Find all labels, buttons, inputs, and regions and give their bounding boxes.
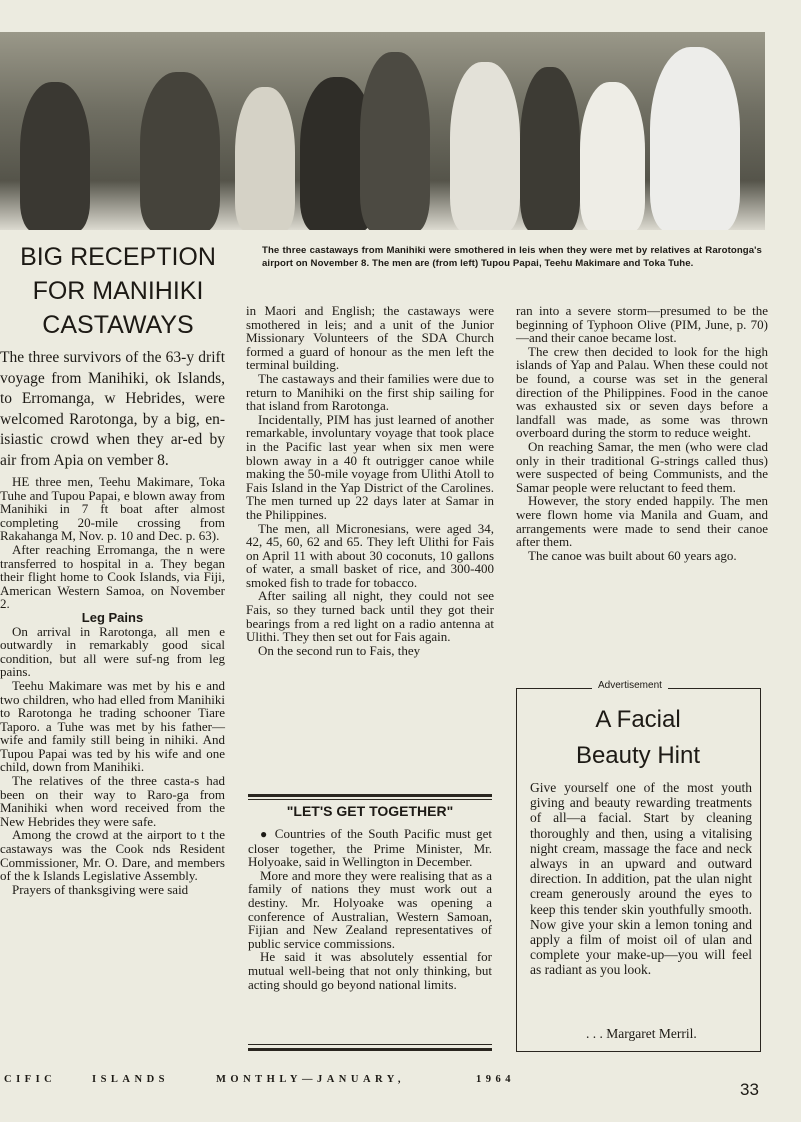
column-1 <box>0 348 225 896</box>
footer-word: CIFIC <box>4 1074 57 1085</box>
photo-caption: The three castaways from Manihiki were smothered in leis when they were met by relatives at Rarotonga's airport on November 8. The men are (from left) Tupou Papai, Teehu Makimare and Toka Tuhe. <box>262 245 762 269</box>
paragraph: Prayers of thanksgiving were said <box>12 881 189 897</box>
paragraph: More and more they were realising that as a family of nations they must work out a destiny. Mr. Holyoake was opening a conference of Australian, Western Samoan, Fijian and New Zealand representatives of public service commissions. <box>248 867 492 951</box>
box-top-rule <box>248 794 492 797</box>
paragraph: The castaways and their families were due to return to Manihiki on the first ship sailing for that island from Rarotonga. <box>246 370 494 414</box>
footer-word: MONTHLY—JANUARY, <box>216 1074 405 1085</box>
box-bottom-rule <box>248 1044 492 1045</box>
photo-figure <box>235 87 295 230</box>
headline-line: FOR MANIHIKI <box>32 277 204 305</box>
footer-word: ISLANDS <box>92 1074 170 1085</box>
photo-figure <box>360 52 430 230</box>
advertisement-body: Give yourself one of the most youth giving and beauty rewarding treatments of all—a facial. Start by cleaning thoroughly and then, using a vitalising night cream, massage the face and neck always in an upward and outward direction. In addition, pat the ulan night cream generously around the eyes to keep this tender skin youthfully smooth. Now give your skin a lemon toning and apply a film of moist oil of ulan and complete your make-up—you will feel as radiant as you look. <box>530 780 752 978</box>
paragraph: Incidentally, PIM has just learned of another remarkable, involuntary voyage that took place in the Pacific last year when six men were blown away in a 40 ft outrigger canoe while making the 50-mile voyage from Ulithi Atoll to Fais Island in the Yap District of the Carolines. The men turned up 22 days later at Samar in the Philippines. <box>246 411 494 522</box>
photo-figure <box>140 72 220 230</box>
bullet-icon: ● <box>260 827 270 841</box>
paragraph: On reaching Samar, the men (who were clad only in their traditional G-strings called thus) were suspected of being Communists, and the Samar people were reluctant to feed them. <box>516 438 768 495</box>
advertisement-label: Advertisement <box>592 680 668 691</box>
column-2 <box>246 304 494 657</box>
headline-line: CASTAWAYS <box>42 311 194 339</box>
paragraph: After sailing all night, they could not see Fais, so they turned back until they got their bearings from a red light on a radio antenna at Ulithi. They then set out for Fais again. <box>246 588 494 645</box>
subheading-leg-pains: Leg Pains <box>81 609 144 625</box>
paragraph: HE three men, Teehu Makimare, Toka Tuhe and Tupou Papai, e blown away from Manihiki in 7 ft boat after almost completing 20-mile crossing from Rakahanga M, Nov. p. 10 and Dec. p. 63). <box>0 474 225 544</box>
photo-figure <box>20 82 90 230</box>
ad-title-line: A Facial <box>595 706 681 733</box>
paragraph <box>248 827 492 869</box>
paragraph: The crew then decided to look for the high islands of Yap and Palau. When these could not be found, a course was set in the general direction of the Philippines. Food in the canoe was exhausted six or seven days before a landfall was made, as some was thrown overboard during the storm to reduce weight. <box>516 343 768 441</box>
page-number: 33 <box>740 1080 759 1099</box>
photo-figure <box>450 62 520 230</box>
paragraph: ran into a severe storm—presumed to be the beginning of Typhoon Olive (PIM, June, p. 70)—and their canoe became lost. <box>516 303 768 346</box>
paragraph: After reaching Erromanga, the n were transferred to hospital in a. They began their flight home to Cook Islands, via Fiji, American Western Samoa, on November 2. <box>0 541 225 612</box>
box-title: "LET'S GET TOGETHER" <box>286 803 454 819</box>
article-headline <box>2 240 234 342</box>
paragraph: However, the story ended happily. The men were flown home via Manila and Guam, and arrangements were made to send their canoe after them. <box>516 493 768 550</box>
paragraph: The men, all Micronesians, were aged 34, 42, 45, 60, 62 and 65. They left Ulithi for Fais on April 11 with about 30 coconuts, 10 gallons of water, a small basket of rice, and 300-400 smoked fish to trade for tobacco. <box>246 520 494 590</box>
paragraph: Among the crowd at the airport to t the castaways was the Cook nds Resident Commissioner, Mr. O. Dare, and members of the k Islands Legislative Assembly. <box>0 827 225 884</box>
photo-figure <box>520 67 580 230</box>
paragraph: in Maori and English; the castaways were smothered in leis; and a unit of the Junior Missionary Volunteers of the SDA Church formed a guard of honour as the men left the terminal building. <box>246 303 494 373</box>
paragraph: On arrival in Rarotonga, all men e outwardly in remarkably good sical condition, but all were suf-ng from leg pains. <box>0 623 225 680</box>
paragraph: The relatives of the three casta-s had been on their way to Raro-ga from Manihiki when word received from the New Hebrides they were safe. <box>0 773 225 829</box>
box-bottom-rule <box>248 1048 492 1051</box>
paragraph: He said it was absolutely essential for mutual well-being that not only thinking, but acting should go beyond national limits. <box>248 949 492 992</box>
advertisement-signature: . . . Margaret Merril. <box>586 1026 697 1041</box>
paragraph: On the second run to Fais, they <box>258 642 421 658</box>
photo-figure <box>580 82 645 230</box>
lead-paragraph: The three survivors of the 63-y drift voyage from Manihiki, ok Islands, to Erromanga, w Hebrides, were welcomed Rarotonga, by a big, en-isiastic crowd when they ar-ed by air from Apia on vember 8. <box>0 349 225 469</box>
paragraph: The canoe was built about 60 years ago. <box>528 547 737 563</box>
headline-line: BIG RECEPTION <box>20 243 216 271</box>
footer-word: 1964 <box>476 1074 515 1085</box>
box-lead-text: Countries of the South Pacific must get closer together, the Prime Minister, Mr. Holyoake, said in Wellington in December. <box>248 826 492 870</box>
advertisement-title <box>520 702 756 774</box>
photo-castaways <box>0 32 765 230</box>
box-body <box>248 827 492 991</box>
box-top-rule <box>248 799 492 800</box>
column-3 <box>516 304 768 562</box>
photo-figure <box>650 47 740 230</box>
paragraph: Teehu Makimare was met by his e and two children, who had elled from Manihiki to Rarotonga he trading schooner Tiare Taporo. a Tuhe was met by his father— wife and family still being in nihiki. And Tupou Papai was ted by his wife and one child, down from Manihiki. <box>0 677 225 775</box>
ad-title-line: Beauty Hint <box>575 742 701 769</box>
